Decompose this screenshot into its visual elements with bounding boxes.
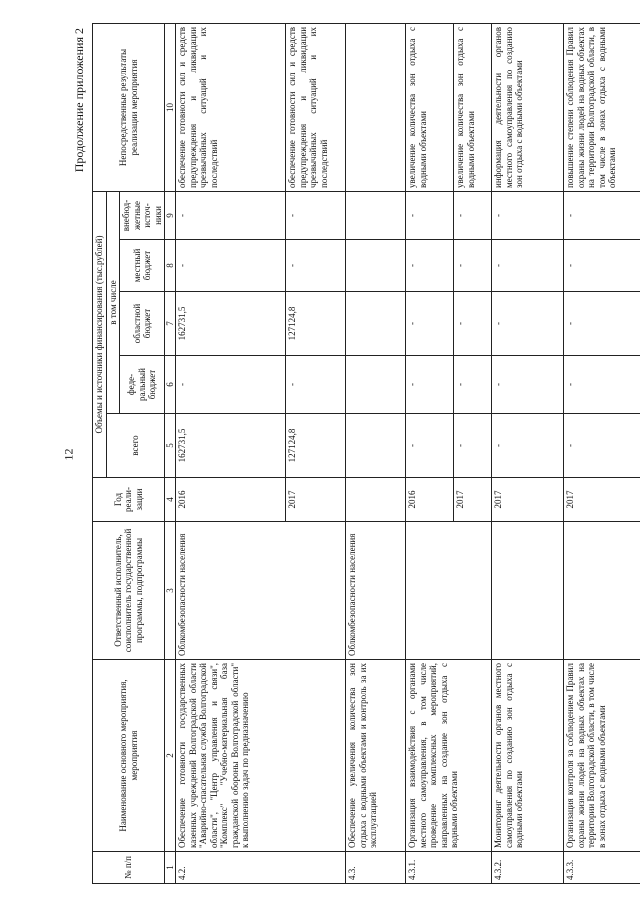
row-regional: 127124,8	[286, 292, 346, 356]
row-federal: -	[492, 356, 564, 414]
row-name: Организация контроля за соблюдением Правил охраны жизни людей на водных объектах на территории Волгоградской области, в том числе в зонах отдыха с водными объектами	[564, 660, 640, 852]
row-federal: -	[454, 356, 492, 414]
col-number: 10	[165, 23, 176, 191]
continuation-title: Продолжение приложения 2	[72, 28, 86, 173]
column-number-row	[165, 23, 176, 883]
row-regional: -	[492, 292, 564, 356]
table-row	[346, 23, 406, 883]
row-regional: -	[454, 292, 492, 356]
row-local: -	[176, 240, 286, 292]
row-extra: -	[492, 191, 564, 239]
row-result: увеличение количества зон отдыха с водными объектами	[406, 23, 454, 191]
row-extra: -	[454, 191, 492, 239]
row-total: -	[492, 414, 564, 478]
row-num: 4.3.2.	[492, 852, 564, 884]
col-number: 7	[165, 292, 176, 356]
col-number: 1	[165, 852, 176, 884]
col-number: 6	[165, 356, 176, 414]
row-regional: -	[406, 292, 454, 356]
table-row	[492, 23, 564, 883]
row-federal: -	[286, 356, 346, 414]
row-num: 4.2.	[176, 852, 346, 884]
row-year: 2017	[454, 478, 492, 522]
row-executor	[406, 522, 492, 660]
row-local	[346, 240, 406, 292]
row-extra: -	[564, 191, 640, 239]
row-num: 4.3.1.	[406, 852, 492, 884]
header-incl: в том числе	[106, 191, 120, 413]
col-number: 4	[165, 478, 176, 522]
row-federal: -	[564, 356, 640, 414]
row-local: -	[564, 240, 640, 292]
row-name: Организация взаимодействия с органами местного самоуправления, в том числе проведение комплексных мероприятий, направленных на создание зон отдыха с водными объектами	[406, 660, 492, 852]
row-result	[346, 23, 406, 191]
row-year: 2017	[564, 478, 640, 522]
row-extra	[346, 191, 406, 239]
header-executor: Ответственный исполнитель, соисполнитель государственной программы, подпрограммы	[93, 522, 165, 660]
row-total: -	[406, 414, 454, 478]
row-total: -	[454, 414, 492, 478]
row-result: повышение степени соблюдения Правил охраны жизни людей на водных объектах на территории Волгоградской области, в том числе в зонах отдыха с водными объектами	[564, 23, 640, 191]
row-executor: Облкомбезопасности населения	[346, 522, 406, 660]
header-name: Наименование основного мероприятия, мероприятия	[93, 660, 165, 852]
row-executor	[564, 522, 640, 660]
row-total: 127124,8	[286, 414, 346, 478]
row-year: 2016	[176, 478, 286, 522]
row-total: 162731,5	[176, 414, 286, 478]
program-table	[92, 23, 640, 884]
col-number: 3	[165, 522, 176, 660]
rotated-page	[72, 24, 617, 884]
page-number: 12	[61, 448, 76, 461]
row-regional: -	[564, 292, 640, 356]
header-total: всего	[106, 414, 165, 478]
row-extra: -	[286, 191, 346, 239]
header-federal: феде-ральный бюджет	[120, 356, 165, 414]
row-local: -	[286, 240, 346, 292]
row-executor	[492, 522, 564, 660]
table-row	[406, 23, 454, 883]
col-number: 8	[165, 240, 176, 292]
row-name: Обеспечение готовности государственных казенных учреждений Волгоградской области "Аварийно-спасательная служба Волгоградской области", "Центр управления и связи", "Комплекс" "Учебно-материальная база гражданской обороны Волгоградской области" к выполнению задач по предназначению	[176, 660, 346, 852]
col-number: 2	[165, 660, 176, 852]
header-year: Год реали-зации	[93, 478, 165, 522]
row-total	[346, 414, 406, 478]
header-regional: областной бюджет	[120, 292, 165, 356]
header-num: № п/п	[93, 852, 165, 884]
row-year: 2016	[406, 478, 454, 522]
row-result: обеспечение готовности сил и средств предупреждения и ликвидации чрезвычайных ситуаций и их последствий	[176, 23, 286, 191]
row-regional	[346, 292, 406, 356]
row-federal	[346, 356, 406, 414]
row-federal: -	[406, 356, 454, 414]
row-regional: 162731,5	[176, 292, 286, 356]
row-extra: -	[406, 191, 454, 239]
header-local: местный бюджет	[120, 240, 165, 292]
row-name: Мониторинг деятельности органов местного самоуправления по созданию зон отдыха с водными объектами	[492, 660, 564, 852]
col-number: 9	[165, 191, 176, 239]
row-result: информация деятельности органов местного самоуправления по созданию зон отдыха с водными объектами	[492, 23, 564, 191]
row-local: -	[454, 240, 492, 292]
row-result: увеличение количества зон отдыха с водными объектами	[454, 23, 492, 191]
header-results: Непосредственные результаты реализации мероприятия	[93, 23, 165, 191]
table-row	[564, 23, 640, 883]
table-row	[176, 23, 286, 883]
row-result: обеспечение готовности сил и средств предупреждения и ликвидации чрезвычайных ситуаций и их последствий	[286, 23, 346, 191]
row-num: 4.3.3.	[564, 852, 640, 884]
row-local: -	[492, 240, 564, 292]
row-federal: -	[176, 356, 286, 414]
header-extra: внебюд-жетные источ-ники	[120, 191, 165, 239]
col-number: 5	[165, 414, 176, 478]
row-total: -	[564, 414, 640, 478]
row-num: 4.3.	[346, 852, 406, 884]
row-executor: Облкомбезопасности населения	[176, 522, 346, 660]
row-year: 2017	[492, 478, 564, 522]
row-year: 2017	[286, 478, 346, 522]
header-row	[93, 23, 107, 883]
row-name: Обеспечение увеличения количества зон отдыха с водными объектами и контроль за их эксплуатацией	[346, 660, 406, 852]
row-extra: -	[176, 191, 286, 239]
row-local: -	[406, 240, 454, 292]
row-year	[346, 478, 406, 522]
header-funding: Объемы и источники финансирования (тыс.рублей)	[93, 191, 107, 477]
